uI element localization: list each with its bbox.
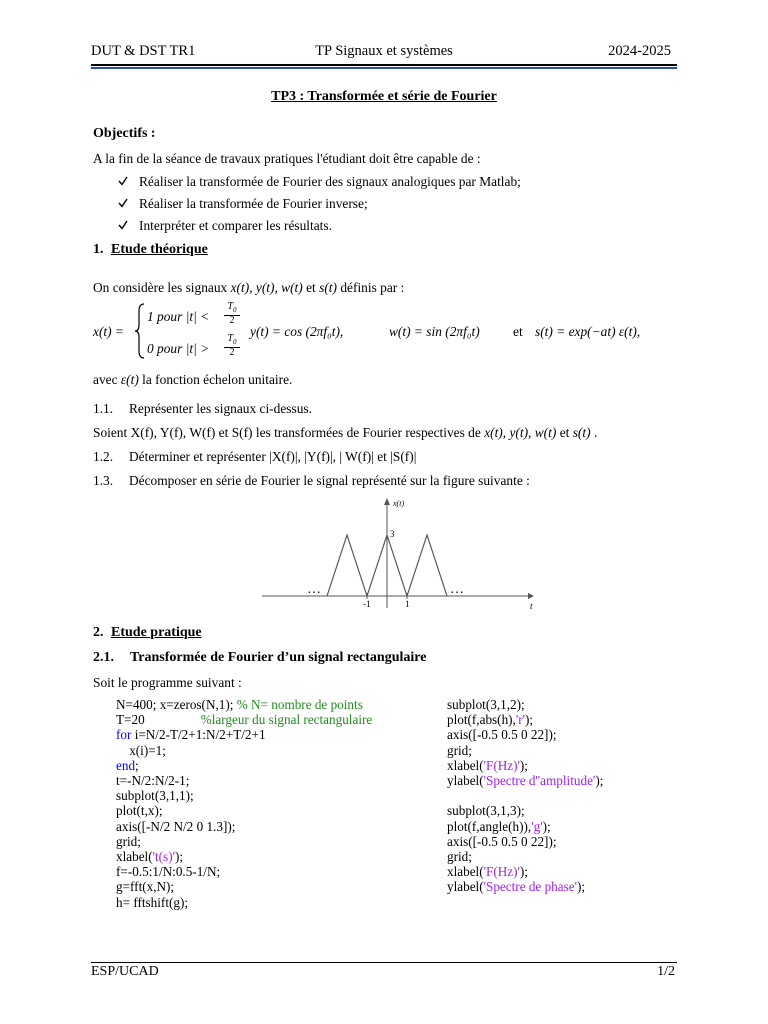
t-axis-arrow-icon <box>528 593 534 599</box>
checkmark-icon <box>118 198 128 208</box>
avec-line: avec ε(t) la fonction échelon unitaire. <box>93 372 293 387</box>
dots-left: … <box>307 582 321 597</box>
code-line <box>116 849 372 864</box>
code-line <box>116 758 372 773</box>
code-line <box>116 712 372 727</box>
header-rule-blue <box>91 67 677 69</box>
code-line <box>447 788 603 803</box>
eq-s: s(t) = exp(−at) ε(t), <box>535 324 641 339</box>
objectif-item: Réaliser la transformée de Fourier des signaux analogiques par Matlab; <box>139 174 521 189</box>
code-comment: % N= nombre de points <box>236 697 363 712</box>
eq-x-case1: 1 pour |t| < <box>147 309 210 324</box>
eq-y: y(t) = cos (2πf₀t), <box>250 324 344 339</box>
code-string: 'F(Hz)' <box>483 864 520 880</box>
eq-frac-top: $T_0$ 2 <box>224 302 240 326</box>
code-text: axis([-N/2 N/2 0 1.3]); <box>116 818 236 834</box>
code-keyword: for <box>116 727 132 743</box>
checkmark-icon <box>118 220 128 230</box>
code-text: ); <box>525 712 534 728</box>
code-text: subplot(3,1,1); <box>116 788 194 804</box>
triangle-signal-figure <box>260 496 540 614</box>
intro-s: s(t) <box>319 280 337 295</box>
code-text: axis([-0.5 0.5 0 22]); <box>447 833 557 849</box>
code-string: 't(s)' <box>152 849 175 865</box>
code-text: t=-N/2:N/2-1; <box>116 773 190 789</box>
document-title: TP3 : Transformée et série de Fourier <box>271 89 497 104</box>
code-block-right <box>447 697 603 895</box>
eq-x-case2: 0 pour |t| > <box>147 341 210 356</box>
soient-line: Soient X(f), Y(f), W(f) et S(f) les transformées de Fourier respectives de x(t), y(t), w(t) et s(t) . <box>93 425 598 440</box>
code-line <box>447 879 603 894</box>
xt-axis-arrow-icon <box>384 498 390 505</box>
code-line <box>116 895 372 910</box>
code-line <box>116 834 372 849</box>
objectif-item: Interpréter et comparer les résultats. <box>139 218 332 233</box>
code-line <box>447 712 603 727</box>
section2-number: 2. <box>93 625 104 640</box>
code-text: grid; <box>447 849 472 865</box>
code-text: ); <box>519 864 528 880</box>
y-axis-label: x(t) <box>393 499 405 508</box>
code-text: ; <box>135 757 139 773</box>
brace-icon <box>134 303 146 359</box>
code-text: g=fft(x,N); <box>116 879 175 895</box>
code-text: ); <box>519 757 528 773</box>
code-string: 'r' <box>515 712 526 728</box>
section1-number: 1. <box>93 242 104 257</box>
objectifs-heading: Objectifs : <box>93 126 156 141</box>
code-line <box>116 788 372 803</box>
checkmark-icon <box>118 176 128 186</box>
code-text: plot(f,angle(h)), <box>447 818 532 834</box>
peak-label: 3 <box>390 529 395 539</box>
code-text: ); <box>174 849 184 865</box>
footer-right: 1/2 <box>657 964 675 979</box>
subsection-2-1-number: 2.1. <box>93 650 114 665</box>
dots-right: … <box>450 582 464 597</box>
code-keyword: end <box>116 757 136 773</box>
code-line <box>116 727 372 742</box>
code-text: ); <box>595 773 604 789</box>
code-text: xlabel( <box>447 864 484 880</box>
code-text: subplot(3,1,2); <box>447 697 525 712</box>
code-line <box>447 803 603 818</box>
eq-w: w(t) = sin (2πf₀t) <box>389 324 480 339</box>
program-intro: Soit le programme suivant : <box>93 675 242 690</box>
code-text: plot(f,abs(h), <box>447 712 516 728</box>
code-line <box>447 743 603 758</box>
code-text: N=400; x=zeros(N,1); <box>116 697 237 712</box>
code-string: 'Spectre de phase' <box>483 879 577 895</box>
question-1-3-number: 1.3. <box>93 473 114 488</box>
code-text: x(i)=1; <box>116 742 166 758</box>
header-right: 2024-2025 <box>608 43 671 59</box>
section1-intro <box>93 280 404 296</box>
question-1-3: Décomposer en série de Fourier le signal représenté sur la figure suivante : <box>129 473 530 488</box>
tick-pos-label: 1 <box>405 599 410 609</box>
subsection-2-1-title: Transformée de Fourier d’un signal rectangulaire <box>130 650 427 665</box>
intro-vars: x(t), y(t), w(t) <box>230 280 303 295</box>
objectifs-intro: A la fin de la séance de travaux pratiques l'étudiant doit être capable de : <box>93 151 481 166</box>
code-block-left <box>116 697 372 910</box>
footer-left: ESP/UCAD <box>91 964 159 979</box>
footer-rule <box>91 962 677 963</box>
eq-frac-bottom: $T_0$ 2 <box>224 334 240 358</box>
code-text: ylabel( <box>447 773 484 789</box>
code-line <box>447 864 603 879</box>
objectif-item: Réaliser la transformée de Fourier inverse; <box>139 196 368 211</box>
code-line <box>116 879 372 894</box>
code-text: i=N/2-T/2+1:N/2+T/2+1 <box>131 727 266 743</box>
code-line <box>116 773 372 788</box>
code-string: 'g' <box>531 818 543 834</box>
question-1-1-number: 1.1. <box>93 401 114 416</box>
code-comment: %largeur du signal rectangulaire <box>200 712 373 728</box>
code-line <box>447 758 603 773</box>
intro-and: et <box>306 280 316 295</box>
intro-text: On considère les signaux <box>93 280 228 295</box>
section1-title: Etude théorique <box>111 242 208 257</box>
eq-x-lhs: x(t) = <box>93 324 124 339</box>
code-text: xlabel( <box>447 757 484 773</box>
code-line <box>116 743 372 758</box>
code-line <box>447 727 603 742</box>
header-center: TP Signaux et systèmes <box>315 43 453 59</box>
question-1-2: Déterminer et représenter |X(f)|, |Y(f)|, | W(f)| et |S(f)| <box>129 449 417 464</box>
code-text: subplot(3,1,3); <box>447 803 525 819</box>
code-text: ); <box>577 879 586 895</box>
code-line <box>447 697 603 712</box>
code-line <box>116 697 372 712</box>
code-line <box>447 819 603 834</box>
section2-title: Etude pratique <box>111 625 202 640</box>
code-line <box>447 773 603 788</box>
question-1-1: Représenter les signaux ci-dessus. <box>129 401 312 416</box>
code-line <box>447 849 603 864</box>
code-text: xlabel( <box>116 849 153 865</box>
code-text: ylabel( <box>447 879 484 895</box>
code-line <box>116 864 372 879</box>
code-text: T=20 <box>116 712 201 728</box>
code-line <box>116 803 372 818</box>
code-line <box>447 834 603 849</box>
header-left: DUT & DST TR1 <box>91 43 196 59</box>
eq-et: et <box>513 324 523 339</box>
code-text: f=-0.5:1/N:0.5-1/N; <box>116 864 221 880</box>
code-text: grid; <box>116 833 141 849</box>
code-text: h= fftshift(g); <box>116 894 189 910</box>
code-string: 'F(Hz)' <box>483 757 520 773</box>
header-rule <box>91 64 677 66</box>
code-text: axis([-0.5 0.5 0 22]); <box>447 727 557 743</box>
question-1-2-number: 1.2. <box>93 449 114 464</box>
code-line <box>116 819 372 834</box>
code-string: 'Spectre d''amplitude' <box>483 773 596 789</box>
x-axis-label: t <box>530 601 533 611</box>
code-text: plot(t,x); <box>116 803 163 819</box>
intro-end: définis par : <box>340 280 405 295</box>
tick-neg-label: -1 <box>363 599 371 609</box>
code-text: ); <box>542 818 551 834</box>
code-text: grid; <box>447 742 472 758</box>
